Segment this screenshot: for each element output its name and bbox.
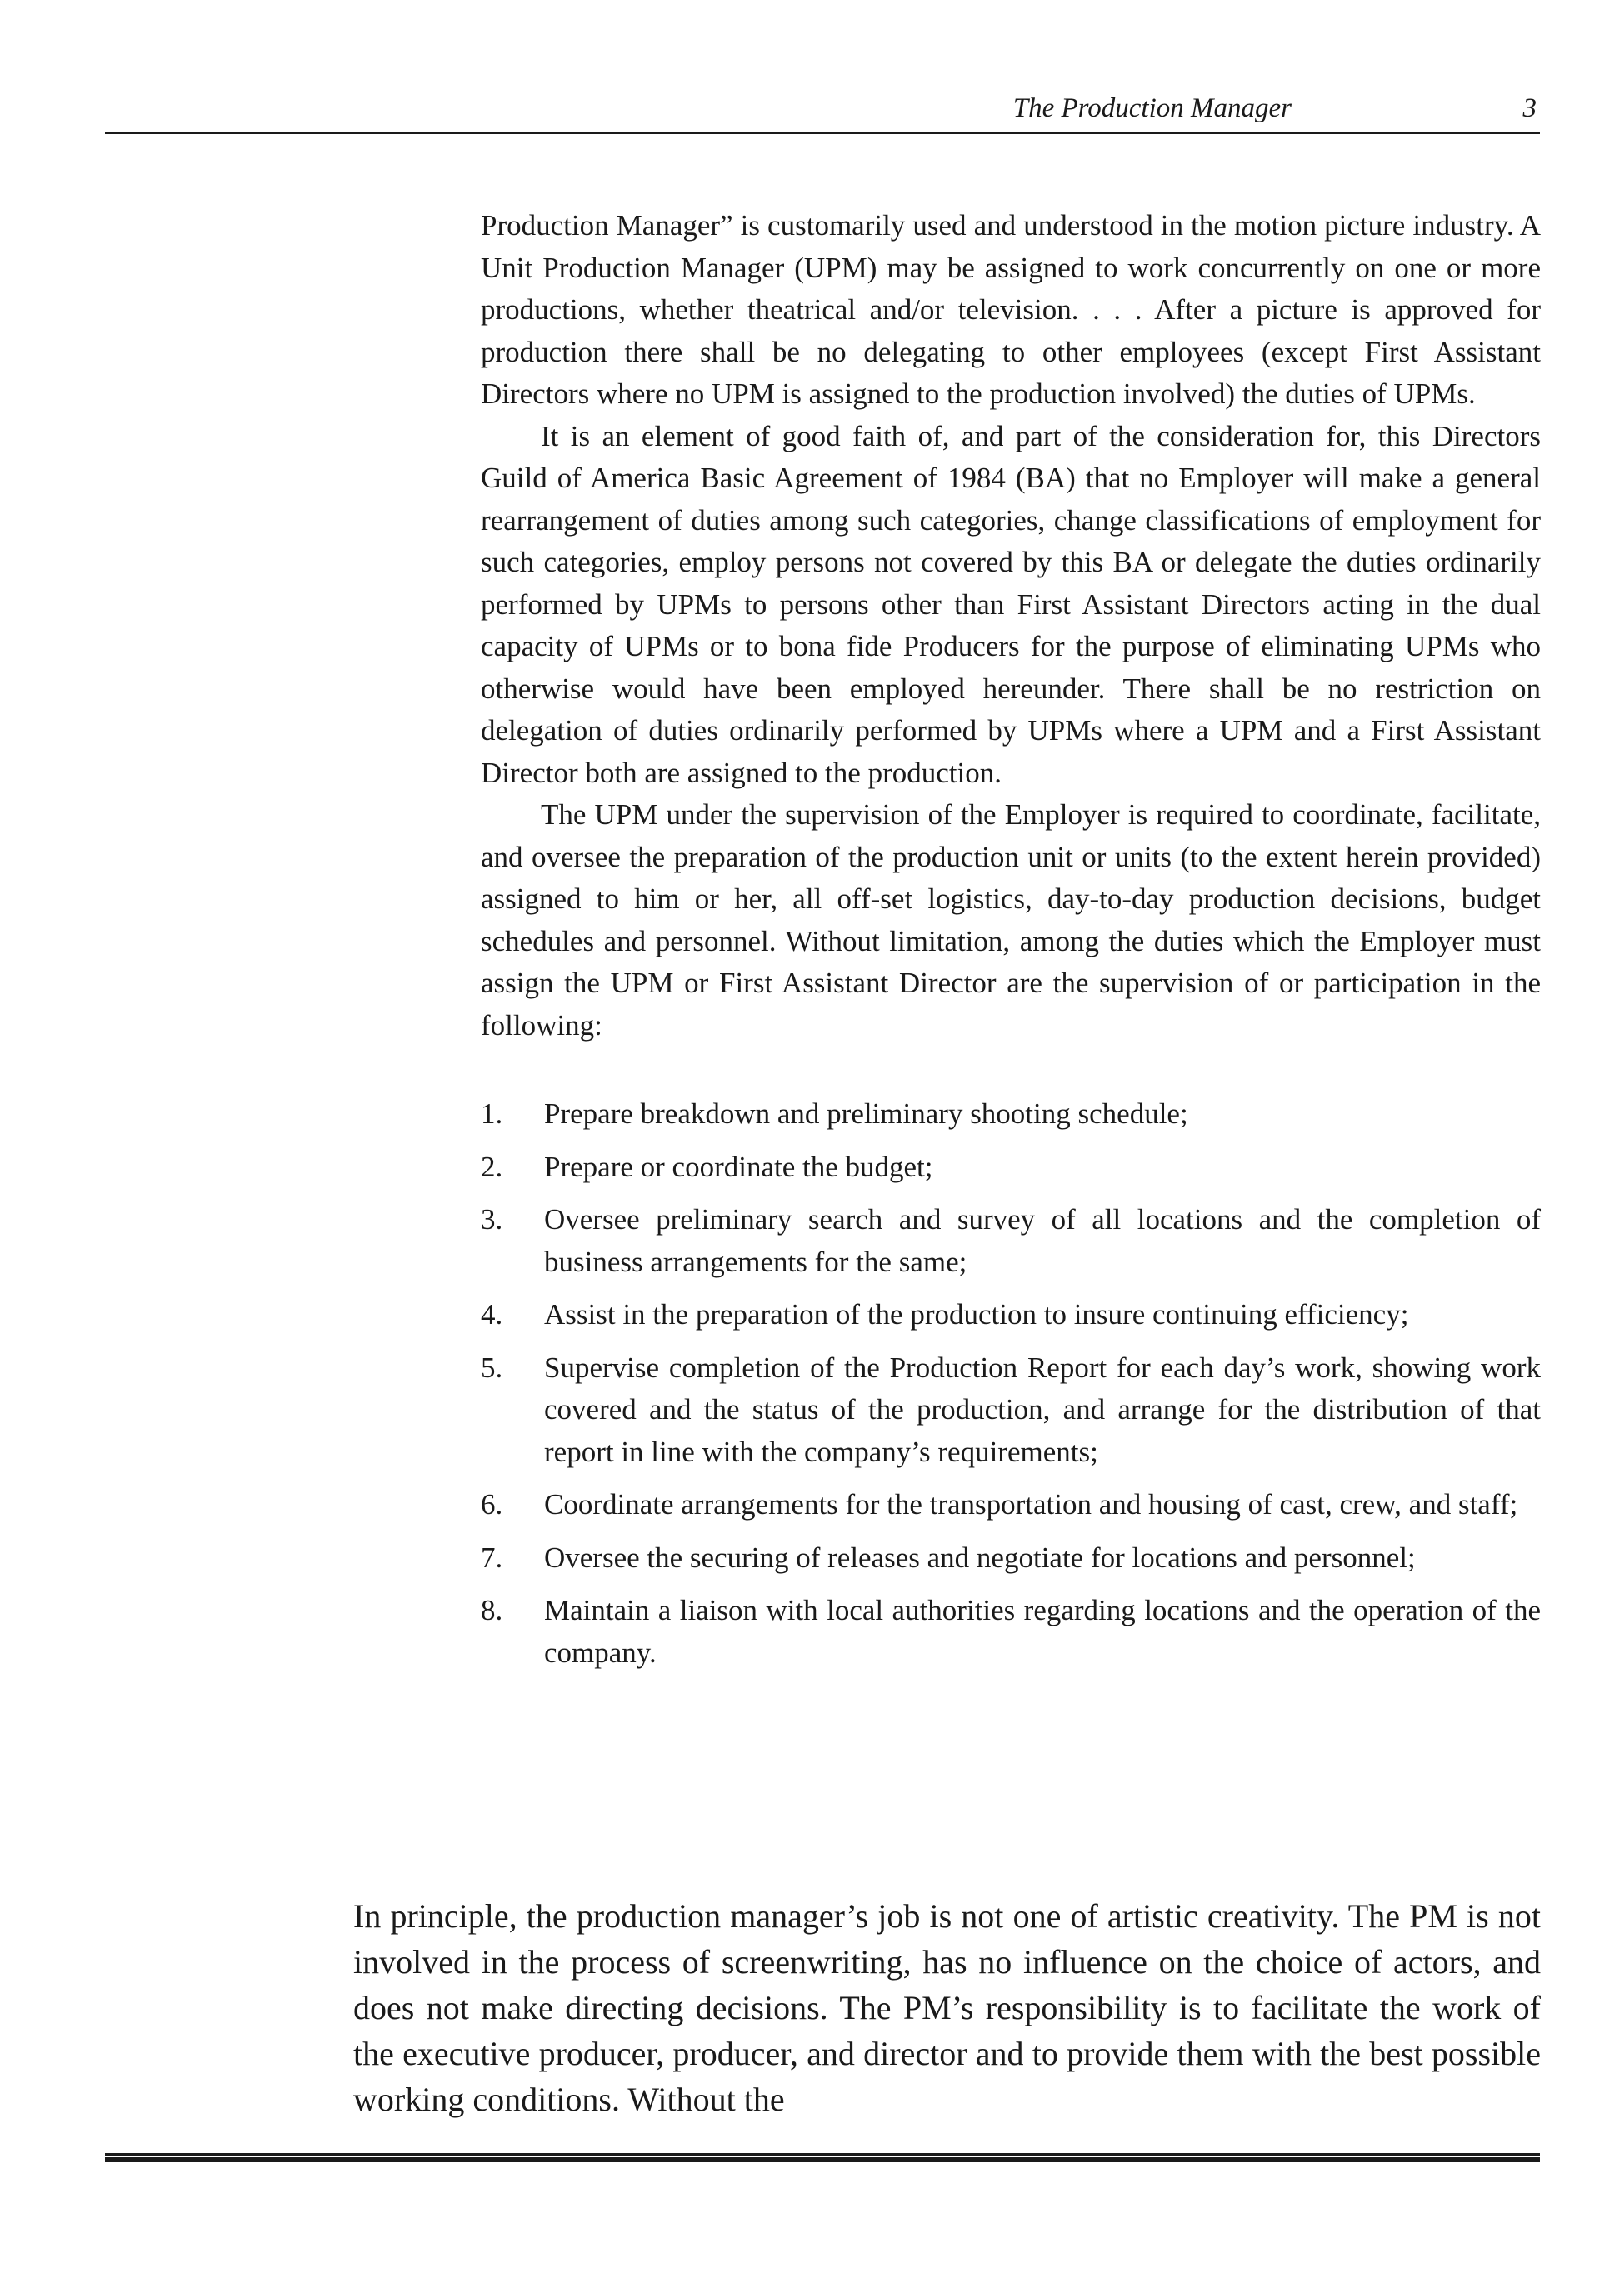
list-item-number: 6. [481, 1488, 503, 1521]
list-item-number: 1. [481, 1097, 503, 1130]
list-item-number: 4. [481, 1298, 503, 1331]
list-item [481, 1294, 1541, 1336]
body-paragraph: In principle, the production manager’s job is not one of artistic creativity. The PM is not involved in the process of screenwriting, has no influence on the choice of actors, and does not make directing decisions. The PM’s responsibility is to facilitate the work of the executive producer, producer, and director and to provide them with the best possible working conditions. Without the [353, 1897, 1541, 2118]
list-item [481, 1093, 1541, 1136]
list-item-number: 2. [481, 1150, 503, 1183]
list-item-number: 5. [481, 1351, 503, 1384]
list-item-text: Maintain a liaison with local authorities regarding locations and the operation of the company. [544, 1594, 1541, 1669]
list-item [481, 1146, 1541, 1189]
running-header [105, 90, 1540, 134]
list-item-text: Oversee the securing of releases and negotiate for locations and personnel; [544, 1541, 1416, 1574]
page-number: 3 [1522, 93, 1537, 123]
list-item [481, 1347, 1541, 1474]
list-item-text: Oversee preliminary search and survey of all locations and the completion of business arrangements for the same; [544, 1203, 1541, 1278]
list-item-text: Prepare breakdown and preliminary shooting schedule; [544, 1097, 1188, 1130]
list-item-number: 8. [481, 1594, 503, 1626]
running-title: The Production Manager [1012, 93, 1292, 123]
duties-list [481, 1093, 1541, 1674]
extract-paragraph: It is an element of good faith of, and part of the consideration for, this Directors Guild of America Basic Agreement of 1984 (BA) that no Employer will make a general rearrangement of duties among such categories, change classifications of employment for such categories, employ persons not covered by this BA or delegate the duties ordinarily performed by UPMs to persons other than First Assistant Directors acting in the dual capacity of UPMs or to bona fide Producers for the purpose of eliminating UPMs who otherwise would have been employed hereunder. There shall be no restriction on delegation of duties ordinarily performed by UPMs where a UPM and a First Assistant Director both are assigned to the production. [481, 419, 1541, 789]
list-item [481, 1590, 1541, 1674]
list-item-text: Supervise completion of the Production Report for each day’s work, showing work covered and the status of the production, and arrange for the distribution of that report in line with the company’s requirements; [544, 1351, 1541, 1468]
footer-double-rule [105, 2153, 1540, 2162]
list-item [481, 1199, 1541, 1283]
list-item [481, 1537, 1541, 1580]
list-item-text: Coordinate arrangements for the transportation and housing of cast, crew, and staff; [544, 1488, 1518, 1521]
list-item-text: Assist in the preparation of the production to insure continuing efficiency; [544, 1298, 1409, 1331]
list-item [481, 1484, 1541, 1526]
extract-paragraph: Production Manager” is customarily used and understood in the motion picture industry. A Unit Production Manager (UPM) may be assigned to work concurrently on one or more productions, whether theatrical and/or television. . . . After a picture is approved for production there shall be no delegating to other employees (except First Assistant Directors where no UPM is assigned to the production involved) the duties of UPMs. [481, 209, 1541, 410]
extract-paragraph: The UPM under the supervision of the Employer is required to coordinate, facilitate, and oversee the preparation of the production unit or units (to the extent herein provided) assigned to him or her, all off-set logistics, day-to-day production decisions, budget schedules and personnel. Without limitation, among the duties which the Employer must assign the UPM or First Assistant Director are the supervision of or participation in the following: [481, 798, 1541, 1042]
list-item-text: Prepare or coordinate the budget; [544, 1150, 933, 1183]
list-item-number: 3. [481, 1203, 503, 1236]
quoted-agreement-extract [481, 205, 1541, 1685]
list-item-number: 7. [481, 1541, 503, 1574]
